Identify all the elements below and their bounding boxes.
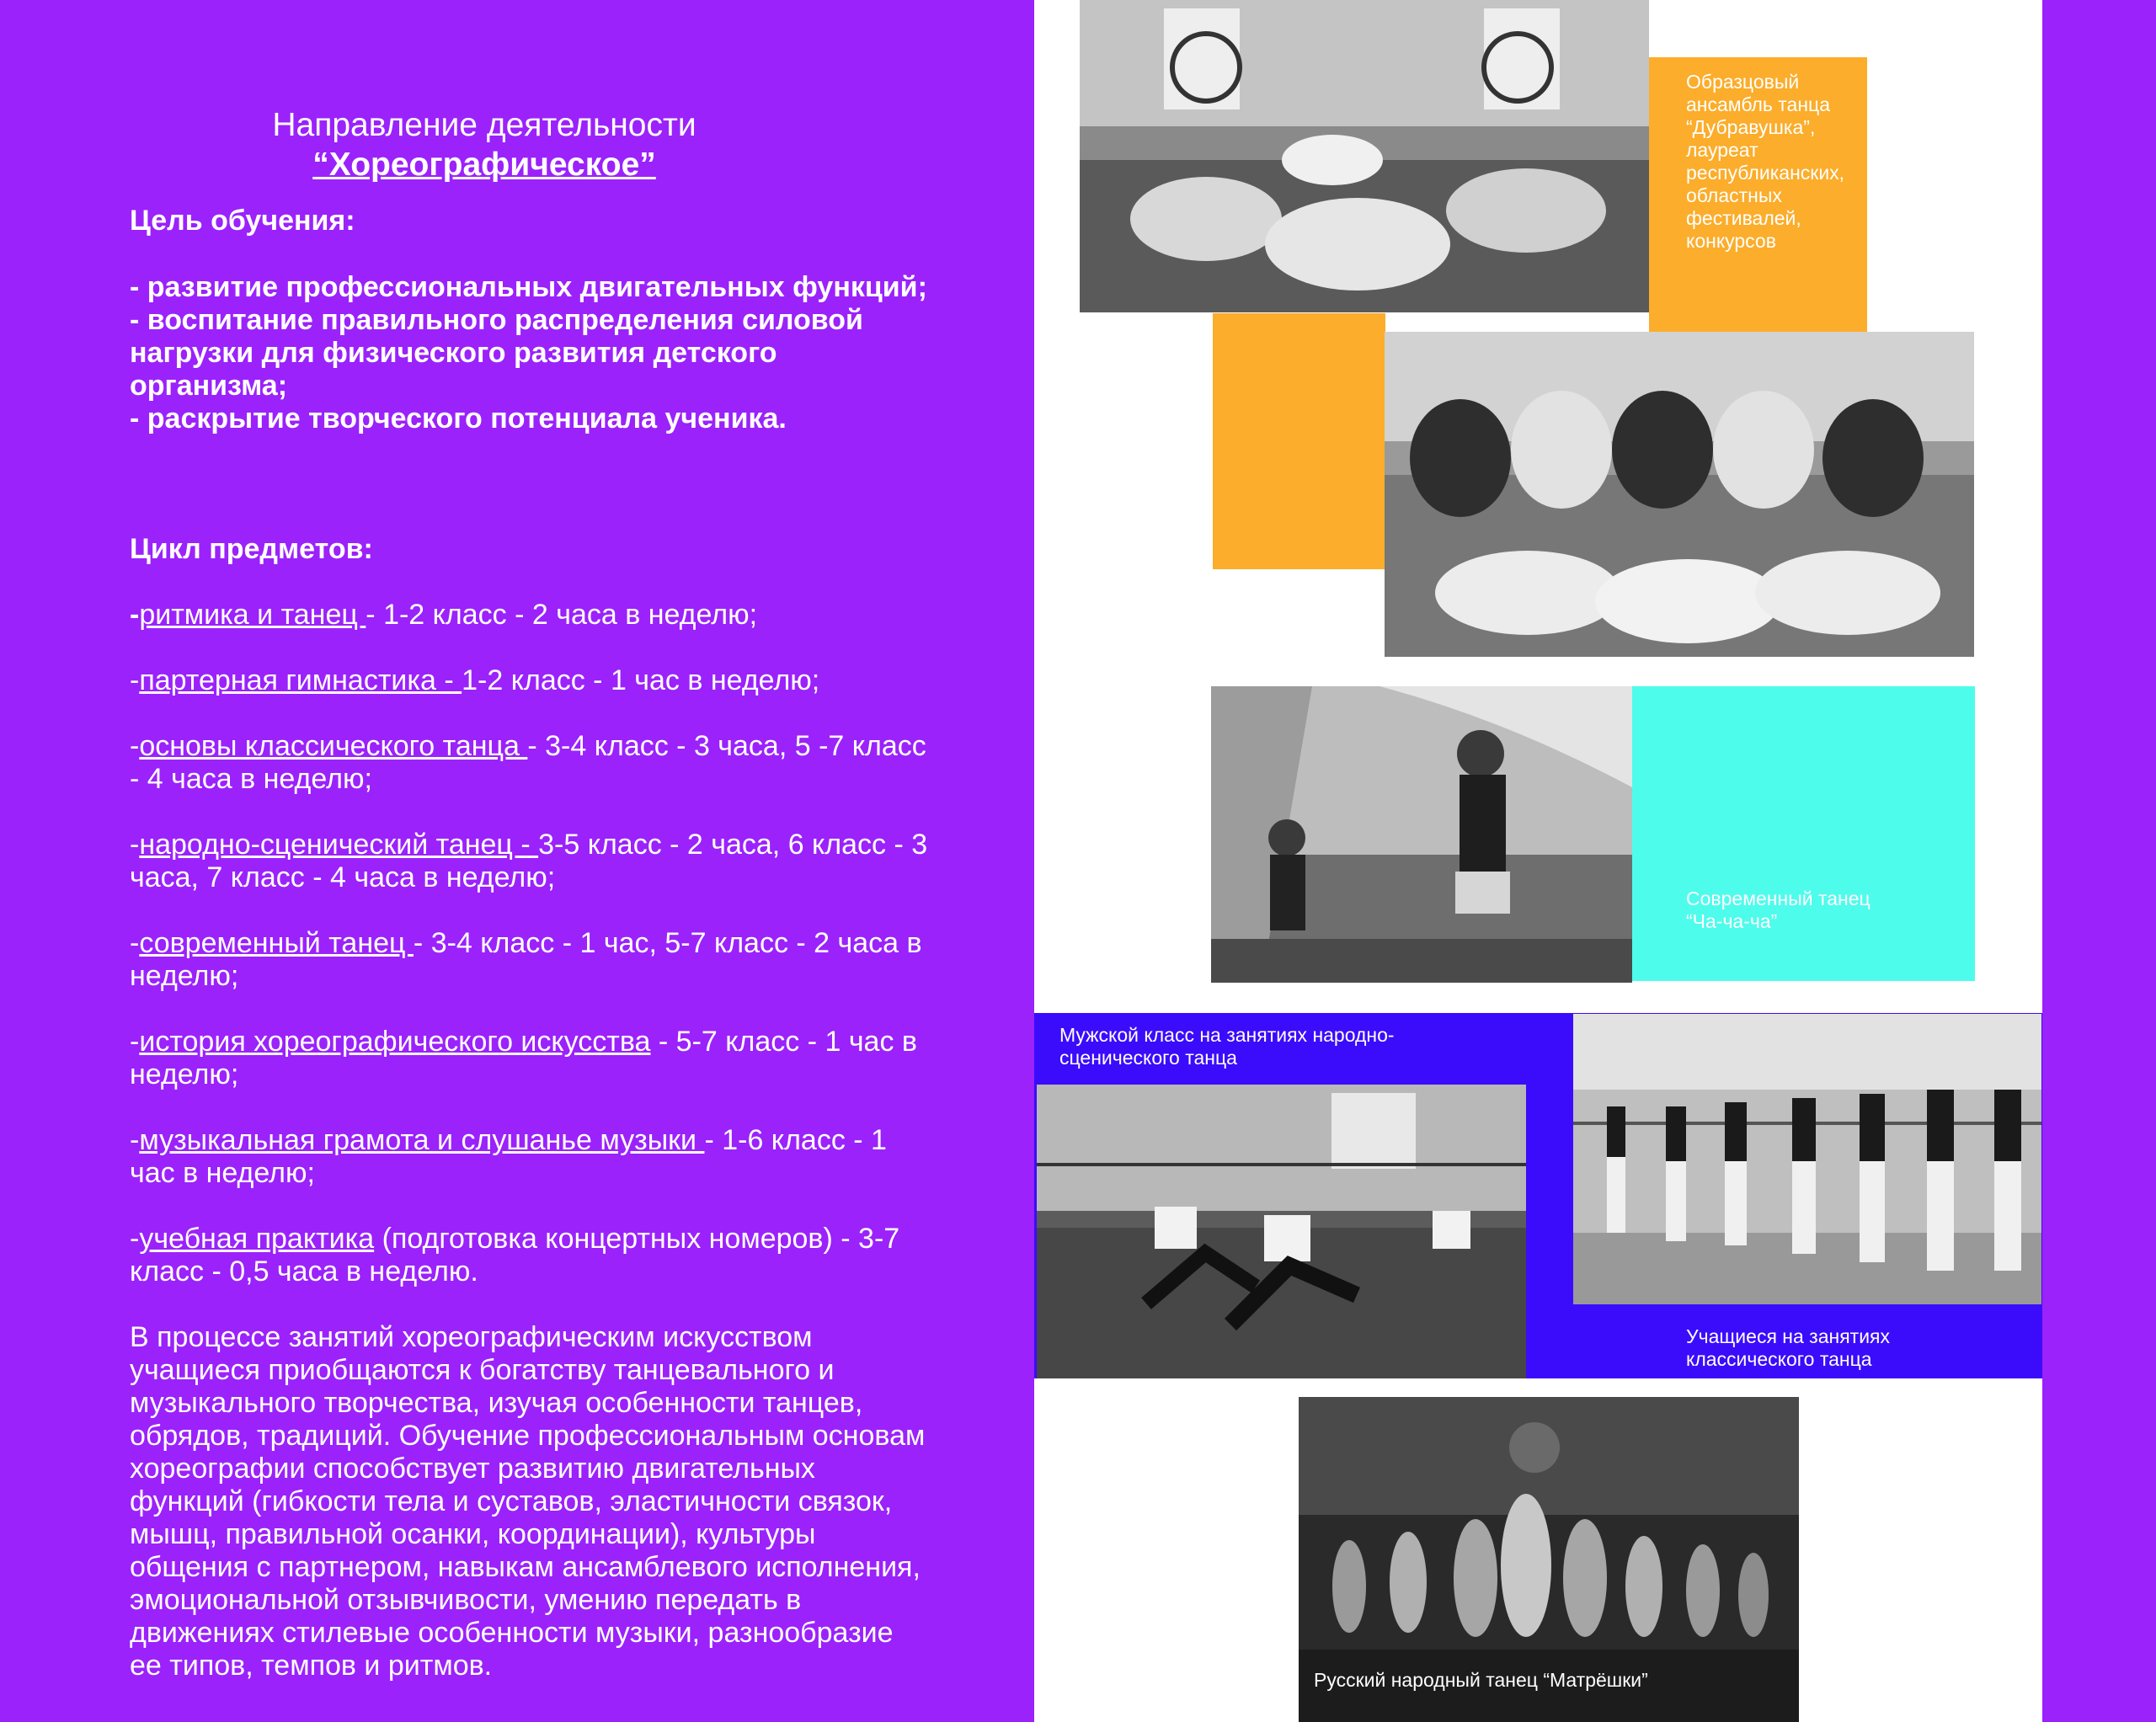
- subject-details: - 3-4 класс - 3 часа, 5 -7 класс - 4 часа в неделю;: [130, 730, 926, 795]
- subject-name: основы классического танца: [139, 730, 528, 762]
- subject-item: [130, 927, 930, 993]
- heading-line-2: “Хореографическое”: [312, 147, 656, 183]
- caption-male-class: Мужской класс на занятиях народно-сценического танца: [1059, 1024, 1395, 1069]
- goal-item: - раскрытие творческого потенциала ученика.: [130, 403, 787, 434]
- male-class-photo: [1037, 1085, 1526, 1378]
- subject-name: партерная гимнастика -: [139, 664, 462, 696]
- purple-edge-strip: [2042, 0, 2156, 1722]
- subject-details: 3-5 класс - 2 часа, 6 класс - 3 часа, 7 класс - 4 часа в неделю;: [130, 829, 928, 893]
- caption-ensemble: Образцовый ансамбль танца “Дубравушка”, лауреат республиканских, областных фестивалей, конкурсов: [1686, 71, 1845, 252]
- caption-matryoshki: Русский народный танец “Матрёшки”: [1314, 1669, 1648, 1691]
- subject-details: - 1-2 класс - 2 часа в неделю;: [366, 599, 758, 631]
- subject-dash: -: [130, 927, 140, 959]
- subject-name: учебная практика: [139, 1223, 375, 1255]
- orange-accent-box: [1213, 313, 1385, 569]
- subject-details: (подготовка концертных номеров) - 3-7 класс - 0,5 часа в неделю.: [130, 1223, 900, 1288]
- goal-list: [130, 271, 930, 435]
- subject-details: - 5-7 класс - 1 час в неделю;: [130, 1026, 917, 1090]
- description-paragraph: В процессе занятий хореографическим искусством учащиеся приобщаются к богатству танцевального и музыкального творчества, изучая особенности танцев, обрядов, традиций. Обучение профессиональным основам хореографии способствует развитию двигательных функций (гибкости тела и суставов, эластичности связок, мышц, правильной осанки, координации), культуры общения с партнером, навыкам ансамблевого исполнения, эмоциональной отзывчивости, умению передать в движениях стилевые особенности музыки, разнообразие ее типов, темпов и ритмов.: [130, 1321, 926, 1682]
- subject-item: [130, 829, 930, 894]
- caption-classic-class: Учащиеся на занятиях классического танца: [1686, 1325, 1891, 1370]
- subject-item: [130, 730, 930, 796]
- subject-item: [130, 664, 930, 697]
- cyan-caption-box: [1631, 686, 1975, 981]
- classic-class-photo: [1573, 1014, 2041, 1304]
- subject-dash: -: [130, 1026, 140, 1058]
- chacha-photo: [1211, 686, 1632, 983]
- subject-item: [130, 599, 930, 632]
- subject-dash: -: [130, 599, 140, 631]
- subject-name: ритмика и танец: [139, 599, 366, 631]
- subject-dash: -: [130, 829, 140, 861]
- subject-item: [130, 1026, 930, 1091]
- subject-name: музыкальная грамота и слушанье музыки: [139, 1124, 705, 1156]
- subject-dash: -: [130, 664, 140, 696]
- heading-line-1: Направление деятельности: [272, 107, 696, 143]
- subject-dash: -: [130, 730, 140, 762]
- subject-name: история хореографического искусства: [139, 1026, 651, 1058]
- ensemble-photo: [1080, 0, 1649, 312]
- goal-item: - развитие профессиональных двигательных функций;: [130, 271, 927, 303]
- text-panel: [0, 0, 1034, 1722]
- subject-name: современный танец: [139, 927, 414, 959]
- goal-title: Цель обучения:: [130, 205, 355, 237]
- subject-details: 1-2 класс - 1 час в неделю;: [462, 664, 820, 696]
- subject-dash: -: [130, 1223, 140, 1255]
- subject-name: народно-сценический танец -: [139, 829, 539, 861]
- subject-item: [130, 1223, 930, 1288]
- subject-item: [130, 1124, 930, 1190]
- subject-dash: -: [130, 1124, 140, 1156]
- cycle-title: Цикл предметов:: [130, 533, 373, 565]
- caption-chacha: Современный танец “Ча-ча-ча”: [1686, 888, 1870, 932]
- subject-details: - 1-6 класс - 1 час в неделю;: [130, 1124, 887, 1189]
- subject-details: - 3-4 класс - 1 час, 5-7 класс - 2 часа в неделю;: [130, 927, 922, 992]
- goal-item: - воспитание правильного распределения силовой нагрузки для физического развития детского организма;: [130, 304, 863, 402]
- ensemble-floor-photo: [1385, 332, 1974, 657]
